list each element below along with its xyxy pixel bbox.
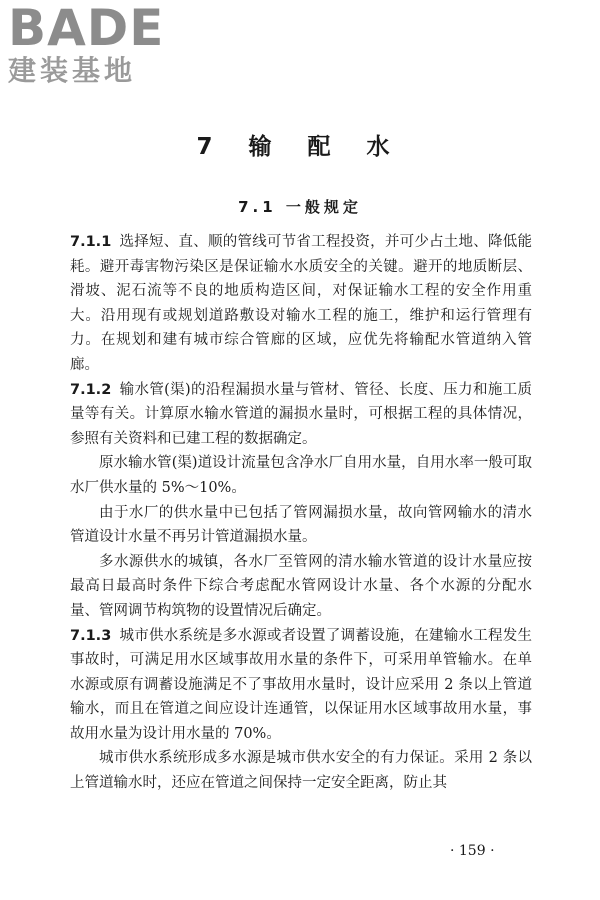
paragraph	[70, 550, 532, 624]
chapter-title: 7 输 配 水	[196, 134, 404, 160]
paragraph-text: 多水源供水的城镇，各水厂至管网的清水输水管道的设计水量应按最高日最高时条件下综合考虑配水管网设计水量、各个水源的分配水量、管网调节构筑物的设置情况后确定。	[70, 553, 532, 619]
body-text	[70, 230, 532, 796]
clause-number: 7.1.3	[70, 627, 112, 644]
brand-logo	[8, 2, 178, 88]
paragraph	[70, 746, 532, 795]
paragraph	[70, 501, 532, 550]
paragraph	[70, 451, 532, 500]
paragraph-7-1-1	[70, 230, 532, 378]
paragraph-text: 选择短、直、顺的管线可节省工程投资，并可少占土地、降低能耗。避开毒害物污染区是保证输水水质安全的关键。避开的地质断层、滑坡、泥石流等不良的地质构造区间，对保证输水工程的安全作用重大。沿用现有或规划道路敷设对输水工程的施工，维护和运行管理有力。在规划和建有城市综合管廊的区域，应优先将输配水管道纳入管廊。	[70, 234, 532, 373]
logo-wordmark: BADE	[8, 0, 165, 57]
logo-subtitle: 建装基地	[8, 54, 137, 87]
page-number: · 159 ·	[450, 843, 495, 859]
paragraph-7-1-3	[70, 624, 532, 747]
paragraph-text: 输水管(渠)的沿程漏损水量与管材、管径、长度、压力和施工质量等有关。计算原水输水管道的漏损水量时，可根据工程的具体情况，参照有关资料和已建工程的数据确定。	[70, 381, 532, 447]
section-title: 7.1 一般规定	[238, 198, 362, 216]
paragraph-text: 城市供水系统形成多水源是城市供水安全的有力保证。采用 2 条以上管道输水时，还应在管道之间保持一定安全距离，防止其	[70, 750, 532, 792]
paragraph-text: 原水输水管(渠)道设计流量包含净水厂自用水量，自用水率一般可取水厂供水量的 5%～10%。	[70, 455, 532, 496]
clause-number: 7.1.2	[70, 381, 112, 398]
paragraph-7-1-2	[70, 378, 532, 452]
paragraph-text: 城市供水系统是多水源或者设置了调蓄设施，在建输水工程发生事故时，可满足用水区域事故用水量的条件下，可采用单管输水。在单水源或原有调蓄设施满足不了事故用水量时，设计应采用 2 条以上管道输水，而且在管道之间应设计连通管，以保证用水区域事故用水量，事故用水量为设计用水量的 70%。	[70, 627, 532, 742]
clause-number: 7.1.1	[70, 234, 112, 250]
paragraph-text: 由于水厂的供水量中已包括了管网漏损水量，故向管网输水的清水管道设计水量不再另计管道漏损水量。	[70, 504, 532, 546]
